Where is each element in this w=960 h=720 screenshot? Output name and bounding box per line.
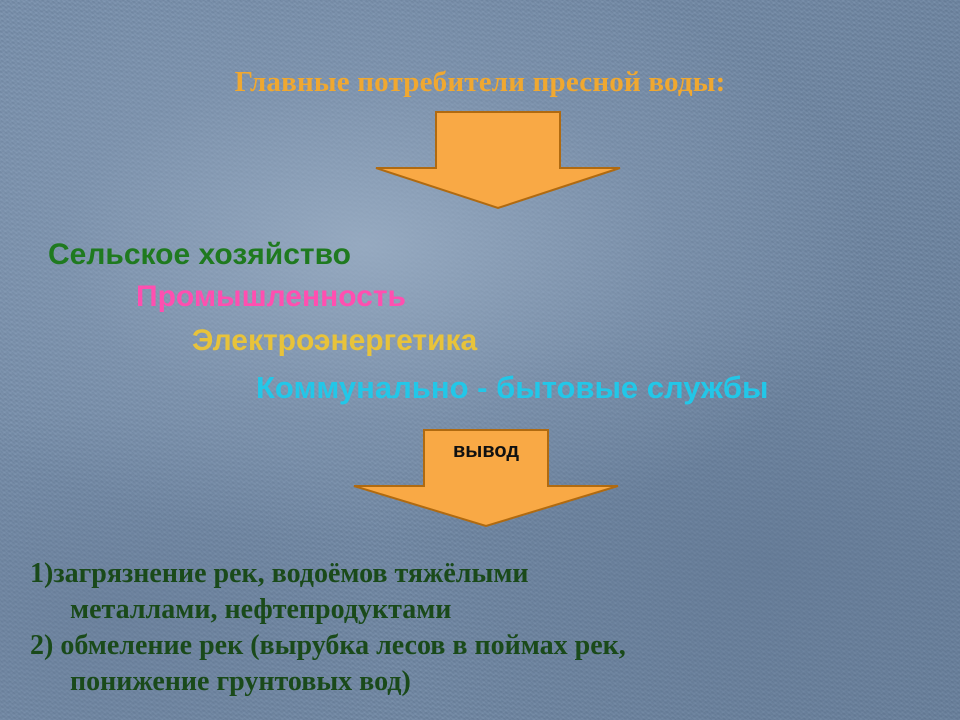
consumer-item-3: Электроэнергетика xyxy=(192,324,478,357)
conclusion-item-1-line-1: 1)загрязнение рек, водоёмов тяжёлыми xyxy=(30,558,529,589)
consumer-item-2: Промышленность xyxy=(136,280,406,313)
conclusion-item-1-line-2: металлами, нефтепродуктами xyxy=(70,594,452,626)
consumer-item-1: Сельское хозяйство xyxy=(48,238,351,271)
arrow-label-vyvod: вывод xyxy=(452,440,520,462)
down-arrow-icon-top xyxy=(374,110,622,210)
conclusions-list xyxy=(30,556,930,700)
page-title: Главные потребители пресной воды: xyxy=(234,66,726,98)
conclusion-item-2-line-1: 2) обмеление рек (вырубка лесов в поймах рек, xyxy=(30,630,626,662)
consumer-item-4: Коммунально - бытовые службы xyxy=(256,370,769,405)
conclusion-item-2-line-2: понижение грунтовых вод) xyxy=(70,666,411,698)
